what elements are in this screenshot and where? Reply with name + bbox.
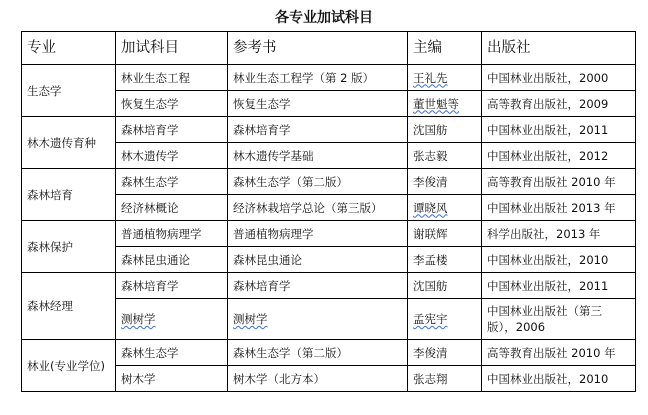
- subject-cell: 森林生态学: [116, 340, 228, 366]
- header-row: [22, 32, 636, 65]
- book-cell: 森林生态学（第二版）: [228, 169, 408, 195]
- book-cell: [228, 299, 408, 340]
- subject-cell: 森林培育学: [116, 117, 228, 143]
- book-cell: 森林昆虫通论: [228, 247, 408, 273]
- document-title: 各专业加试科目: [275, 10, 373, 26]
- editor-cell: 沈国舫: [408, 273, 482, 299]
- publisher-cell: 中国林业出版社，2011: [482, 117, 636, 143]
- major-cell: 森林培育: [22, 169, 116, 221]
- subject-cell: 树木学: [116, 366, 228, 392]
- publisher-cell: 科学出版社，2013 年: [482, 221, 636, 247]
- book-cell: 树木学（北方本）: [228, 366, 408, 392]
- major-cell: 林业(专业学位): [22, 340, 116, 392]
- editor-name: 王礼先: [413, 70, 448, 85]
- subject-cell: 恢复生态学: [116, 91, 228, 117]
- header-editor: 主编: [408, 32, 482, 65]
- header-publisher: 出版社: [482, 32, 636, 65]
- editor-cell: 李孟楼: [408, 247, 482, 273]
- subject-cell: 经济林概论: [116, 195, 228, 221]
- subject-cell: 林业生态工程: [116, 65, 228, 91]
- subjects-table: [21, 31, 636, 392]
- publisher-cell: 中国林业出版社 2013 年: [482, 195, 636, 221]
- major-cell: 林木遗传育种: [22, 117, 116, 169]
- publisher-cell: 中国林业出版社，2011: [482, 273, 636, 299]
- table-row: [22, 65, 636, 91]
- editor-cell: [408, 195, 482, 221]
- book-cell: 恢复生态学: [228, 91, 408, 117]
- publisher-cell: 中国林业出版社（第三版），2006: [482, 299, 636, 340]
- book-cell: 林木遗传学基础: [228, 143, 408, 169]
- subject-cell: 森林昆虫通论: [116, 247, 228, 273]
- editor-cell: [408, 65, 482, 91]
- book-cell: 林业生态工程学（第 2 版）: [228, 65, 408, 91]
- book-cell: 经济林栽培学总论（第三版）: [228, 195, 408, 221]
- table-row: [22, 221, 636, 247]
- subject-cell: 森林生态学: [116, 169, 228, 195]
- table-row: [22, 169, 636, 195]
- editor-cell: 谢联辉: [408, 221, 482, 247]
- book-cell: 普通植物病理学: [228, 221, 408, 247]
- book-cell: 森林培育学: [228, 117, 408, 143]
- publisher-cell: 中国林业出版社，2000: [482, 65, 636, 91]
- subject-name: 测树学: [121, 312, 156, 326]
- publisher-cell: 中国林业出版社，2010: [482, 366, 636, 392]
- editor-name: 孟宪宇: [413, 312, 448, 326]
- table-row: [22, 117, 636, 143]
- header-subject: 加试科目: [116, 32, 228, 65]
- editor-cell: 张志毅: [408, 143, 482, 169]
- publisher-cell: 高等教育出版社，2009: [482, 91, 636, 117]
- book-name: 测树学: [233, 312, 268, 326]
- publisher-cell: 高等教育出版社 2010 年: [482, 169, 636, 195]
- subject-cell: 普通植物病理学: [116, 221, 228, 247]
- editor-cell: 李俊清: [408, 340, 482, 366]
- publisher-cell: 中国林业出版社，2012: [482, 143, 636, 169]
- editor-cell: 张志翔: [408, 366, 482, 392]
- editor-name: 董世魁等: [413, 96, 459, 111]
- editor-name: 谭晓风: [413, 200, 448, 215]
- book-cell: 森林培育学: [228, 273, 408, 299]
- publisher-cell: 中国林业出版社，2010: [482, 247, 636, 273]
- header-book: 参考书: [228, 32, 408, 65]
- editor-cell: [408, 91, 482, 117]
- editor-cell: [408, 299, 482, 340]
- major-cell: 森林保护: [22, 221, 116, 273]
- table-row: [22, 273, 636, 299]
- subject-cell: 森林培育学: [116, 273, 228, 299]
- editor-cell: 李俊清: [408, 169, 482, 195]
- major-cell: 森林经理: [22, 273, 116, 340]
- editor-cell: 沈国舫: [408, 117, 482, 143]
- publisher-cell: 高等教育出版社 2010 年: [482, 340, 636, 366]
- book-cell: 森林生态学（第二版）: [228, 340, 408, 366]
- subject-cell: [116, 299, 228, 340]
- subject-cell: 林木遗传学: [116, 143, 228, 169]
- header-major: 专业: [22, 32, 116, 65]
- table-row: [22, 340, 636, 366]
- major-cell: 生态学: [22, 65, 116, 117]
